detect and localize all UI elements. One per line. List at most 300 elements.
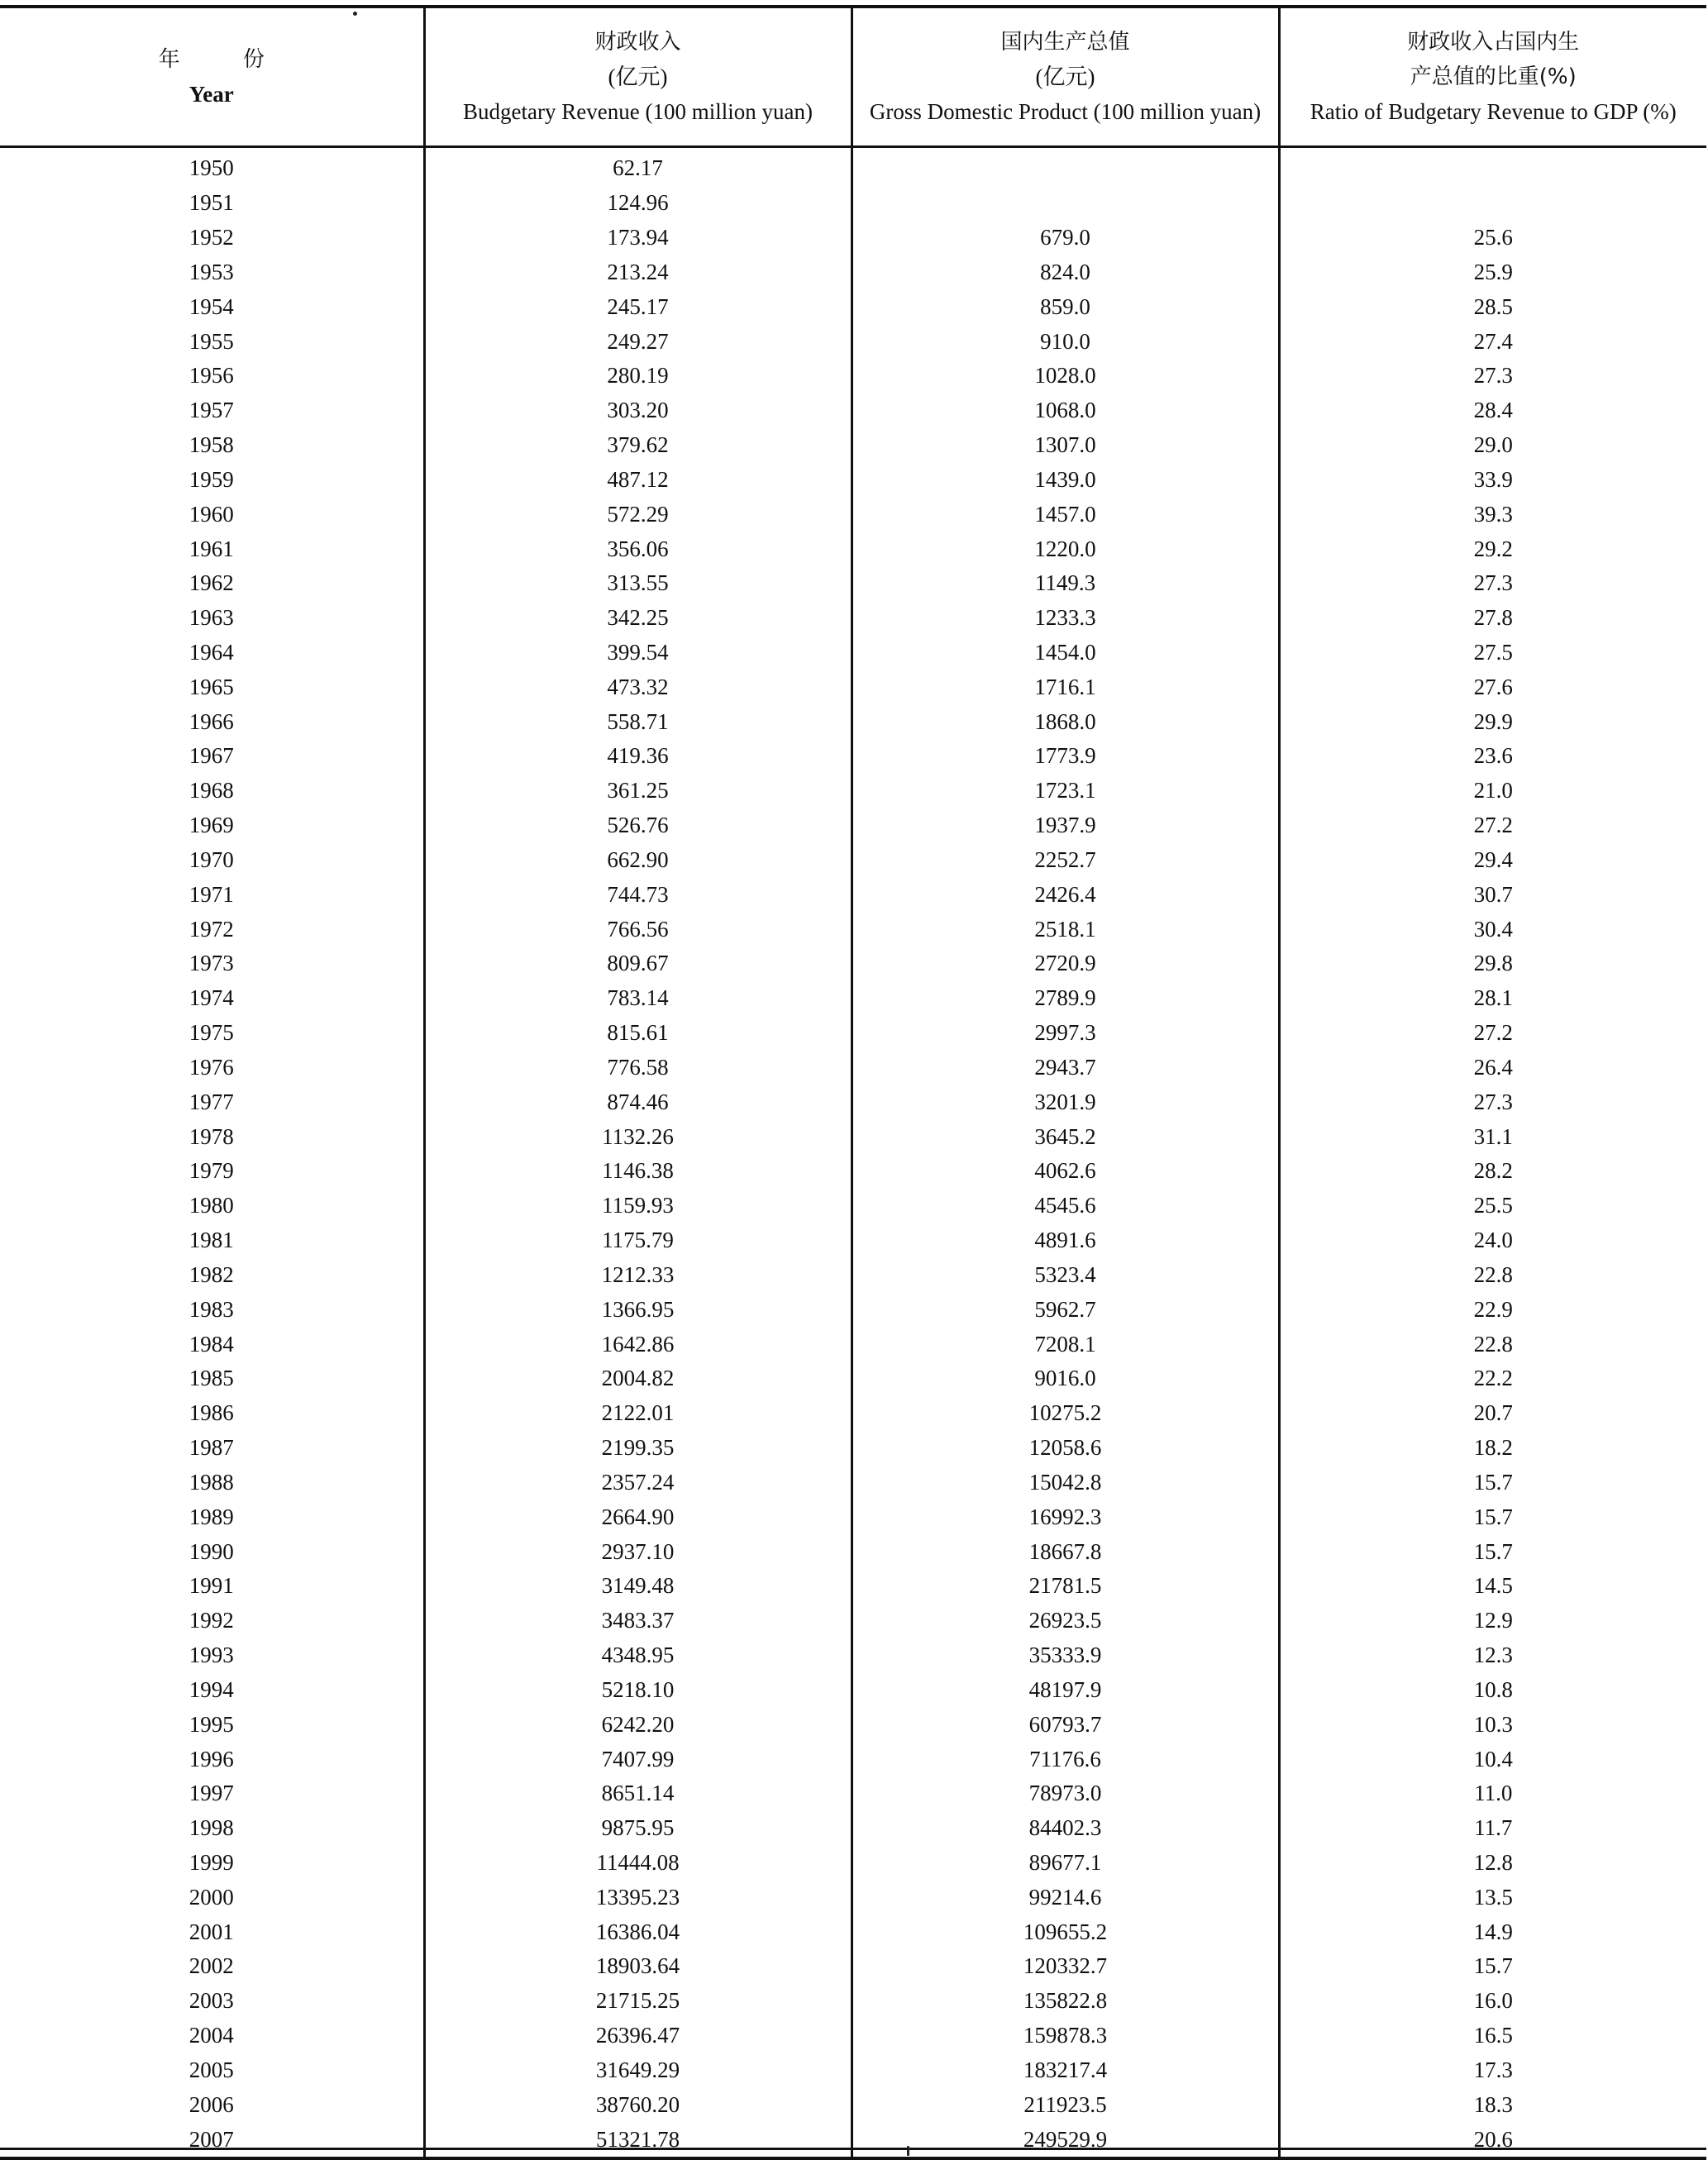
cell-gdp: 3201.9 [852,1085,1279,1119]
cell-gdp: 60793.7 [852,1707,1279,1742]
table-row [0,2019,1706,2053]
cell-ratio: 28.2 [1473,1158,1513,1184]
cell-ratio: 29.0 [1473,432,1513,458]
cell-revenue: 1212.33 [424,1258,852,1293]
cell-gdp: 15042.8 [852,1465,1279,1500]
header-ratio-zh-line2: 产总值的比重(%) [1410,64,1577,89]
cell-revenue: 1642.86 [424,1327,852,1361]
header-revenue-unit: (亿元) [608,64,668,89]
cell-revenue: 26396.47 [424,2019,852,2053]
cell-year: 2001 [0,1914,424,1949]
cell-year: 1982 [0,1258,424,1293]
cell-year: 1986 [0,1396,424,1431]
cell-gdp: 1773.9 [852,739,1279,774]
cell-revenue: 21715.25 [424,1984,852,2019]
cell-year: 2005 [0,2053,424,2088]
table-row [0,774,1706,808]
cell-gdp [852,186,1279,221]
cell-ratio: 27.3 [1473,1089,1513,1114]
cell-gdp: 859.0 [852,289,1279,324]
table-row [0,1292,1706,1327]
cell-gdp: 1868.0 [852,704,1279,739]
cell-year: 1957 [0,393,424,428]
cell-gdp: 18667.8 [852,1534,1279,1569]
table-row [0,1223,1706,1258]
cell-revenue: 766.56 [424,912,852,946]
cell-gdp: 5962.7 [852,1292,1279,1327]
cell-ratio: 10.4 [1473,1746,1513,1771]
cell-year: 1990 [0,1534,424,1569]
cell-revenue: 11444.08 [424,1846,852,1881]
table-row [0,912,1706,946]
cell-gdp: 109655.2 [852,1914,1279,1949]
cell-year: 2007 [0,2122,424,2158]
cell-ratio: 13.5 [1473,1884,1513,1910]
cell-ratio: 25.5 [1473,1193,1513,1218]
table-row [0,670,1706,704]
cell-ratio: 27.3 [1473,570,1513,596]
header-revenue [424,7,852,147]
cell-ratio: 18.2 [1473,1435,1513,1461]
cell-ratio: 30.4 [1473,916,1513,942]
cell-revenue: 526.76 [424,808,852,843]
cell-year: 1961 [0,532,424,566]
cell-gdp: 1716.1 [852,670,1279,704]
cell-year: 2006 [0,2087,424,2122]
cell-year: 1989 [0,1500,424,1534]
cell-year: 2003 [0,1984,424,2019]
table-row [0,1914,1706,1949]
cell-year: 2004 [0,2019,424,2053]
cell-year: 1984 [0,1327,424,1361]
table-row [0,1085,1706,1119]
cell-year: 1997 [0,1776,424,1811]
cell-ratio: 15.7 [1473,1953,1513,1979]
cell-revenue: 16386.04 [424,1914,852,1949]
cell-year: 1992 [0,1604,424,1638]
cell-revenue: 809.67 [424,946,852,981]
cell-gdp: 5323.4 [852,1258,1279,1293]
table-row [0,1776,1706,1811]
cell-ratio: 27.8 [1473,605,1513,631]
cell-ratio: 12.9 [1473,1608,1513,1633]
cell-revenue: 2937.10 [424,1534,852,1569]
cell-year: 1970 [0,843,424,878]
header-ratio-zh-line1: 财政收入占国内生 [1407,30,1580,55]
header-ratio [1279,7,1706,147]
cell-year: 1968 [0,774,424,808]
cell-gdp: 2426.4 [852,877,1279,912]
cell-gdp: 1068.0 [852,393,1279,428]
cell-year: 1965 [0,670,424,704]
table-row [0,2122,1706,2158]
cell-gdp: 910.0 [852,324,1279,359]
table-row [0,1949,1706,1984]
cell-revenue: 1366.95 [424,1292,852,1327]
cell-gdp: 1457.0 [852,497,1279,532]
cell-revenue: 361.25 [424,774,852,808]
cell-ratio: 25.6 [1473,225,1513,250]
cell-revenue: 558.71 [424,704,852,739]
cell-ratio: 20.7 [1473,1400,1513,1426]
cell-year: 1955 [0,324,424,359]
table-row [0,946,1706,981]
cell-ratio: 28.4 [1473,398,1513,423]
table-row [0,1984,1706,2019]
cell-ratio: 25.9 [1473,259,1513,284]
cell-gdp: 2789.9 [852,981,1279,1016]
table-row [0,255,1706,289]
header-year [0,7,424,147]
cell-gdp: 183217.4 [852,2053,1279,2088]
cell-ratio: 11.0 [1474,1781,1513,1806]
cell-gdp: 12058.6 [852,1431,1279,1466]
cell-ratio: 39.3 [1473,501,1513,527]
cell-revenue: 173.94 [424,221,852,255]
cell-ratio: 17.3 [1473,2057,1513,2082]
cell-revenue: 303.20 [424,393,852,428]
cell-revenue: 2664.90 [424,1500,852,1534]
cell-ratio: 27.4 [1473,328,1513,354]
cell-revenue: 776.58 [424,1051,852,1085]
cell-revenue: 62.17 [424,147,852,186]
cell-ratio: 16.5 [1473,2023,1513,2048]
cell-revenue: 356.06 [424,532,852,566]
cell-revenue: 3149.48 [424,1569,852,1604]
table-row [0,497,1706,532]
cell-gdp: 48197.9 [852,1672,1279,1707]
cell-gdp: 71176.6 [852,1742,1279,1776]
cell-gdp: 16992.3 [852,1500,1279,1534]
cell-gdp: 3645.2 [852,1119,1279,1154]
cell-gdp: 2720.9 [852,946,1279,981]
cell-revenue: 1146.38 [424,1154,852,1189]
cell-revenue: 18903.64 [424,1949,852,1984]
cell-year: 1978 [0,1119,424,1154]
table-row [0,221,1706,255]
cell-year: 1966 [0,704,424,739]
cell-revenue: 744.73 [424,877,852,912]
cell-gdp: 1307.0 [852,428,1279,463]
cell-year: 1953 [0,255,424,289]
cell-revenue: 473.32 [424,670,852,704]
header-revenue-en: Budgetary Revenue (100 million yuan) [463,99,813,124]
table-row [0,2053,1706,2088]
cell-revenue: 419.36 [424,739,852,774]
cell-gdp: 211923.5 [852,2087,1279,2122]
cell-year: 1954 [0,289,424,324]
cell-gdp: 159878.3 [852,2019,1279,2053]
header-gdp-unit: (亿元) [1035,64,1095,89]
cell-ratio: 27.3 [1473,363,1513,389]
cell-year: 1963 [0,601,424,636]
cell-gdp: 1454.0 [852,636,1279,670]
cell-year: 1979 [0,1154,424,1189]
table-row [0,2087,1706,2122]
cell-ratio: 22.8 [1473,1261,1513,1287]
cell-revenue: 3483.37 [424,1604,852,1638]
cell-year: 1980 [0,1189,424,1223]
cell-year: 1987 [0,1431,424,1466]
cell-ratio: 21.0 [1473,778,1513,803]
cell-gdp: 7208.1 [852,1327,1279,1361]
cell-revenue: 6242.20 [424,1707,852,1742]
cell-year: 1972 [0,912,424,946]
cell-revenue: 124.96 [424,186,852,221]
cell-ratio: 27.6 [1473,674,1513,699]
cell-revenue: 662.90 [424,843,852,878]
cell-revenue: 51321.78 [424,2122,852,2158]
cell-revenue: 4348.95 [424,1638,852,1673]
cell-revenue: 783.14 [424,981,852,1016]
header-gdp [852,7,1279,147]
table-row [0,1707,1706,1742]
table-row [0,843,1706,878]
cell-revenue: 487.12 [424,462,852,497]
cell-ratio: 22.2 [1473,1366,1513,1391]
table-header [0,7,1706,147]
cell-ratio: 29.4 [1473,846,1513,872]
cell-year: 1983 [0,1292,424,1327]
revenue-gdp-table [0,5,1706,2160]
table-row [0,359,1706,393]
cell-year: 1981 [0,1223,424,1258]
cell-ratio: 27.2 [1473,1020,1513,1046]
cell-ratio: 10.8 [1473,1676,1513,1702]
cell-ratio: 29.8 [1473,951,1513,976]
cell-revenue: 874.46 [424,1085,852,1119]
cell-gdp: 21781.5 [852,1569,1279,1604]
cell-year: 1967 [0,739,424,774]
header-year-en: Year [188,82,234,107]
table-row [0,1846,1706,1881]
cell-gdp: 89677.1 [852,1846,1279,1881]
cell-gdp: 2518.1 [852,912,1279,946]
cell-year: 1976 [0,1051,424,1085]
table-row [0,1569,1706,1604]
cell-year: 1995 [0,1707,424,1742]
cell-gdp: 1937.9 [852,808,1279,843]
table-body [0,147,1706,2159]
scan-speck [907,2146,909,2156]
header-row [0,7,1706,147]
cell-gdp: 1028.0 [852,359,1279,393]
cell-year: 1974 [0,981,424,1016]
cell-revenue: 2357.24 [424,1465,852,1500]
table-row [0,186,1706,221]
cell-revenue: 9875.95 [424,1811,852,1846]
cell-gdp: 1220.0 [852,532,1279,566]
table-row [0,1016,1706,1051]
cell-revenue: 8651.14 [424,1776,852,1811]
cell-revenue: 38760.20 [424,2087,852,2122]
cell-year: 1975 [0,1016,424,1051]
cell-ratio: 11.7 [1474,1815,1513,1841]
table-row [0,636,1706,670]
cell-revenue: 213.24 [424,255,852,289]
cell-ratio: 28.5 [1473,293,1513,319]
cell-revenue: 1132.26 [424,1119,852,1154]
table-row [0,1500,1706,1534]
cell-year: 1998 [0,1811,424,1846]
table-row [0,147,1706,186]
cell-year: 1950 [0,147,424,186]
cell-gdp [852,147,1279,186]
cell-revenue: 313.55 [424,566,852,601]
cell-ratio: 20.6 [1279,2122,1706,2158]
cell-year: 1985 [0,1361,424,1396]
cell-gdp: 84402.3 [852,1811,1279,1846]
cell-gdp: 99214.6 [852,1880,1279,1914]
cell-revenue: 572.29 [424,497,852,532]
cell-gdp: 4062.6 [852,1154,1279,1189]
cell-revenue: 280.19 [424,359,852,393]
cell-ratio [1279,147,1706,186]
table-row [0,1327,1706,1361]
cell-gdp: 2252.7 [852,843,1279,878]
header-ratio-en: Ratio of Budgetary Revenue to GDP (%) [1310,99,1677,124]
cell-gdp: 1439.0 [852,462,1279,497]
cell-year: 1973 [0,946,424,981]
table-row [0,981,1706,1016]
cell-year: 2002 [0,1949,424,1984]
table-row [0,1534,1706,1569]
cell-ratio: 33.9 [1473,466,1513,492]
cell-ratio: 23.6 [1473,743,1513,769]
header-gdp-en: Gross Domestic Product (100 million yuan) [869,99,1262,124]
cell-gdp: 1149.3 [852,566,1279,601]
table-row [0,1431,1706,1466]
cell-revenue: 245.17 [424,289,852,324]
cell-year: 1959 [0,462,424,497]
cell-ratio: 31.1 [1473,1123,1513,1149]
cell-ratio: 16.0 [1473,1988,1513,2014]
cell-revenue: 815.61 [424,1016,852,1051]
table-row [0,601,1706,636]
cell-ratio: 29.2 [1473,536,1513,561]
cell-year: 1960 [0,497,424,532]
cell-ratio: 15.7 [1473,1538,1513,1564]
table-row [0,1396,1706,1431]
cell-ratio: 28.1 [1473,985,1513,1011]
cell-gdp: 679.0 [852,221,1279,255]
table-row [0,1672,1706,1707]
cell-year: 1994 [0,1672,424,1707]
cell-year: 1977 [0,1085,424,1119]
cell-revenue: 13395.23 [424,1880,852,1914]
table-row [0,1189,1706,1223]
cell-ratio: 14.9 [1473,1919,1513,1944]
cell-ratio: 30.7 [1473,881,1513,907]
cell-year: 1991 [0,1569,424,1604]
table-row [0,1154,1706,1189]
header-gdp-zh: 国内生产总值 [1000,30,1130,55]
cell-revenue: 7407.99 [424,1742,852,1776]
cell-year: 1964 [0,636,424,670]
table-row [0,428,1706,463]
cell-ratio: 12.8 [1473,1849,1513,1875]
table-row [0,877,1706,912]
cell-ratio: 24.0 [1473,1228,1513,1253]
cell-revenue: 399.54 [424,636,852,670]
cell-gdp: 26923.5 [852,1604,1279,1638]
cell-ratio: 14.5 [1473,1573,1513,1599]
cell-ratio: 22.8 [1473,1331,1513,1357]
table-row [0,808,1706,843]
cell-gdp: 135822.8 [852,1984,1279,2019]
header-year-zh: 年 份 [158,47,293,72]
cell-year: 1951 [0,186,424,221]
cell-ratio: 15.7 [1473,1504,1513,1529]
cell-year: 1988 [0,1465,424,1500]
cell-gdp: 78973.0 [852,1776,1279,1811]
cell-ratio: 27.2 [1473,813,1513,838]
table-row [0,1604,1706,1638]
table-row [0,1119,1706,1154]
cell-ratio: 12.3 [1473,1643,1513,1668]
table-row [0,1051,1706,1085]
table-row [0,462,1706,497]
cell-gdp: 1233.3 [852,601,1279,636]
cell-gdp: 4891.6 [852,1223,1279,1258]
cell-gdp: 2997.3 [852,1016,1279,1051]
cell-revenue: 2122.01 [424,1396,852,1431]
table-row [0,324,1706,359]
cell-year: 1999 [0,1846,424,1881]
cell-revenue: 249.27 [424,324,852,359]
table-row [0,704,1706,739]
cell-year: 1956 [0,359,424,393]
table-row [0,739,1706,774]
bottom-rule [0,2148,1706,2150]
cell-gdp: 249529.9 [852,2122,1279,2158]
cell-year: 1962 [0,566,424,601]
cell-ratio: 29.9 [1473,708,1513,734]
cell-ratio: 10.3 [1473,1711,1513,1737]
header-revenue-zh: 财政收入 [594,30,681,55]
table-row [0,289,1706,324]
cell-year: 1958 [0,428,424,463]
table-row [0,1258,1706,1293]
cell-revenue: 31649.29 [424,2053,852,2088]
cell-ratio: 15.7 [1473,1469,1513,1495]
table-row [0,1880,1706,1914]
cell-year: 1971 [0,877,424,912]
table-row [0,1465,1706,1500]
cell-gdp: 4545.6 [852,1189,1279,1223]
cell-gdp: 824.0 [852,255,1279,289]
cell-gdp: 9016.0 [852,1361,1279,1396]
cell-revenue: 2004.82 [424,1361,852,1396]
cell-ratio: 26.4 [1473,1054,1513,1080]
cell-ratio: 27.5 [1473,640,1513,665]
cell-revenue: 342.25 [424,601,852,636]
cell-year: 1993 [0,1638,424,1673]
cell-gdp: 120332.7 [852,1949,1279,1984]
table-row [0,1811,1706,1846]
cell-year: 1996 [0,1742,424,1776]
cell-revenue: 2199.35 [424,1431,852,1466]
table-row [0,532,1706,566]
table-row [0,1638,1706,1673]
cell-revenue: 379.62 [424,428,852,463]
cell-ratio [1279,186,1706,221]
cell-year: 2000 [0,1880,424,1914]
cell-ratio: 18.3 [1473,2091,1513,2117]
cell-gdp: 35333.9 [852,1638,1279,1673]
table-row [0,1361,1706,1396]
cell-gdp: 10275.2 [852,1396,1279,1431]
